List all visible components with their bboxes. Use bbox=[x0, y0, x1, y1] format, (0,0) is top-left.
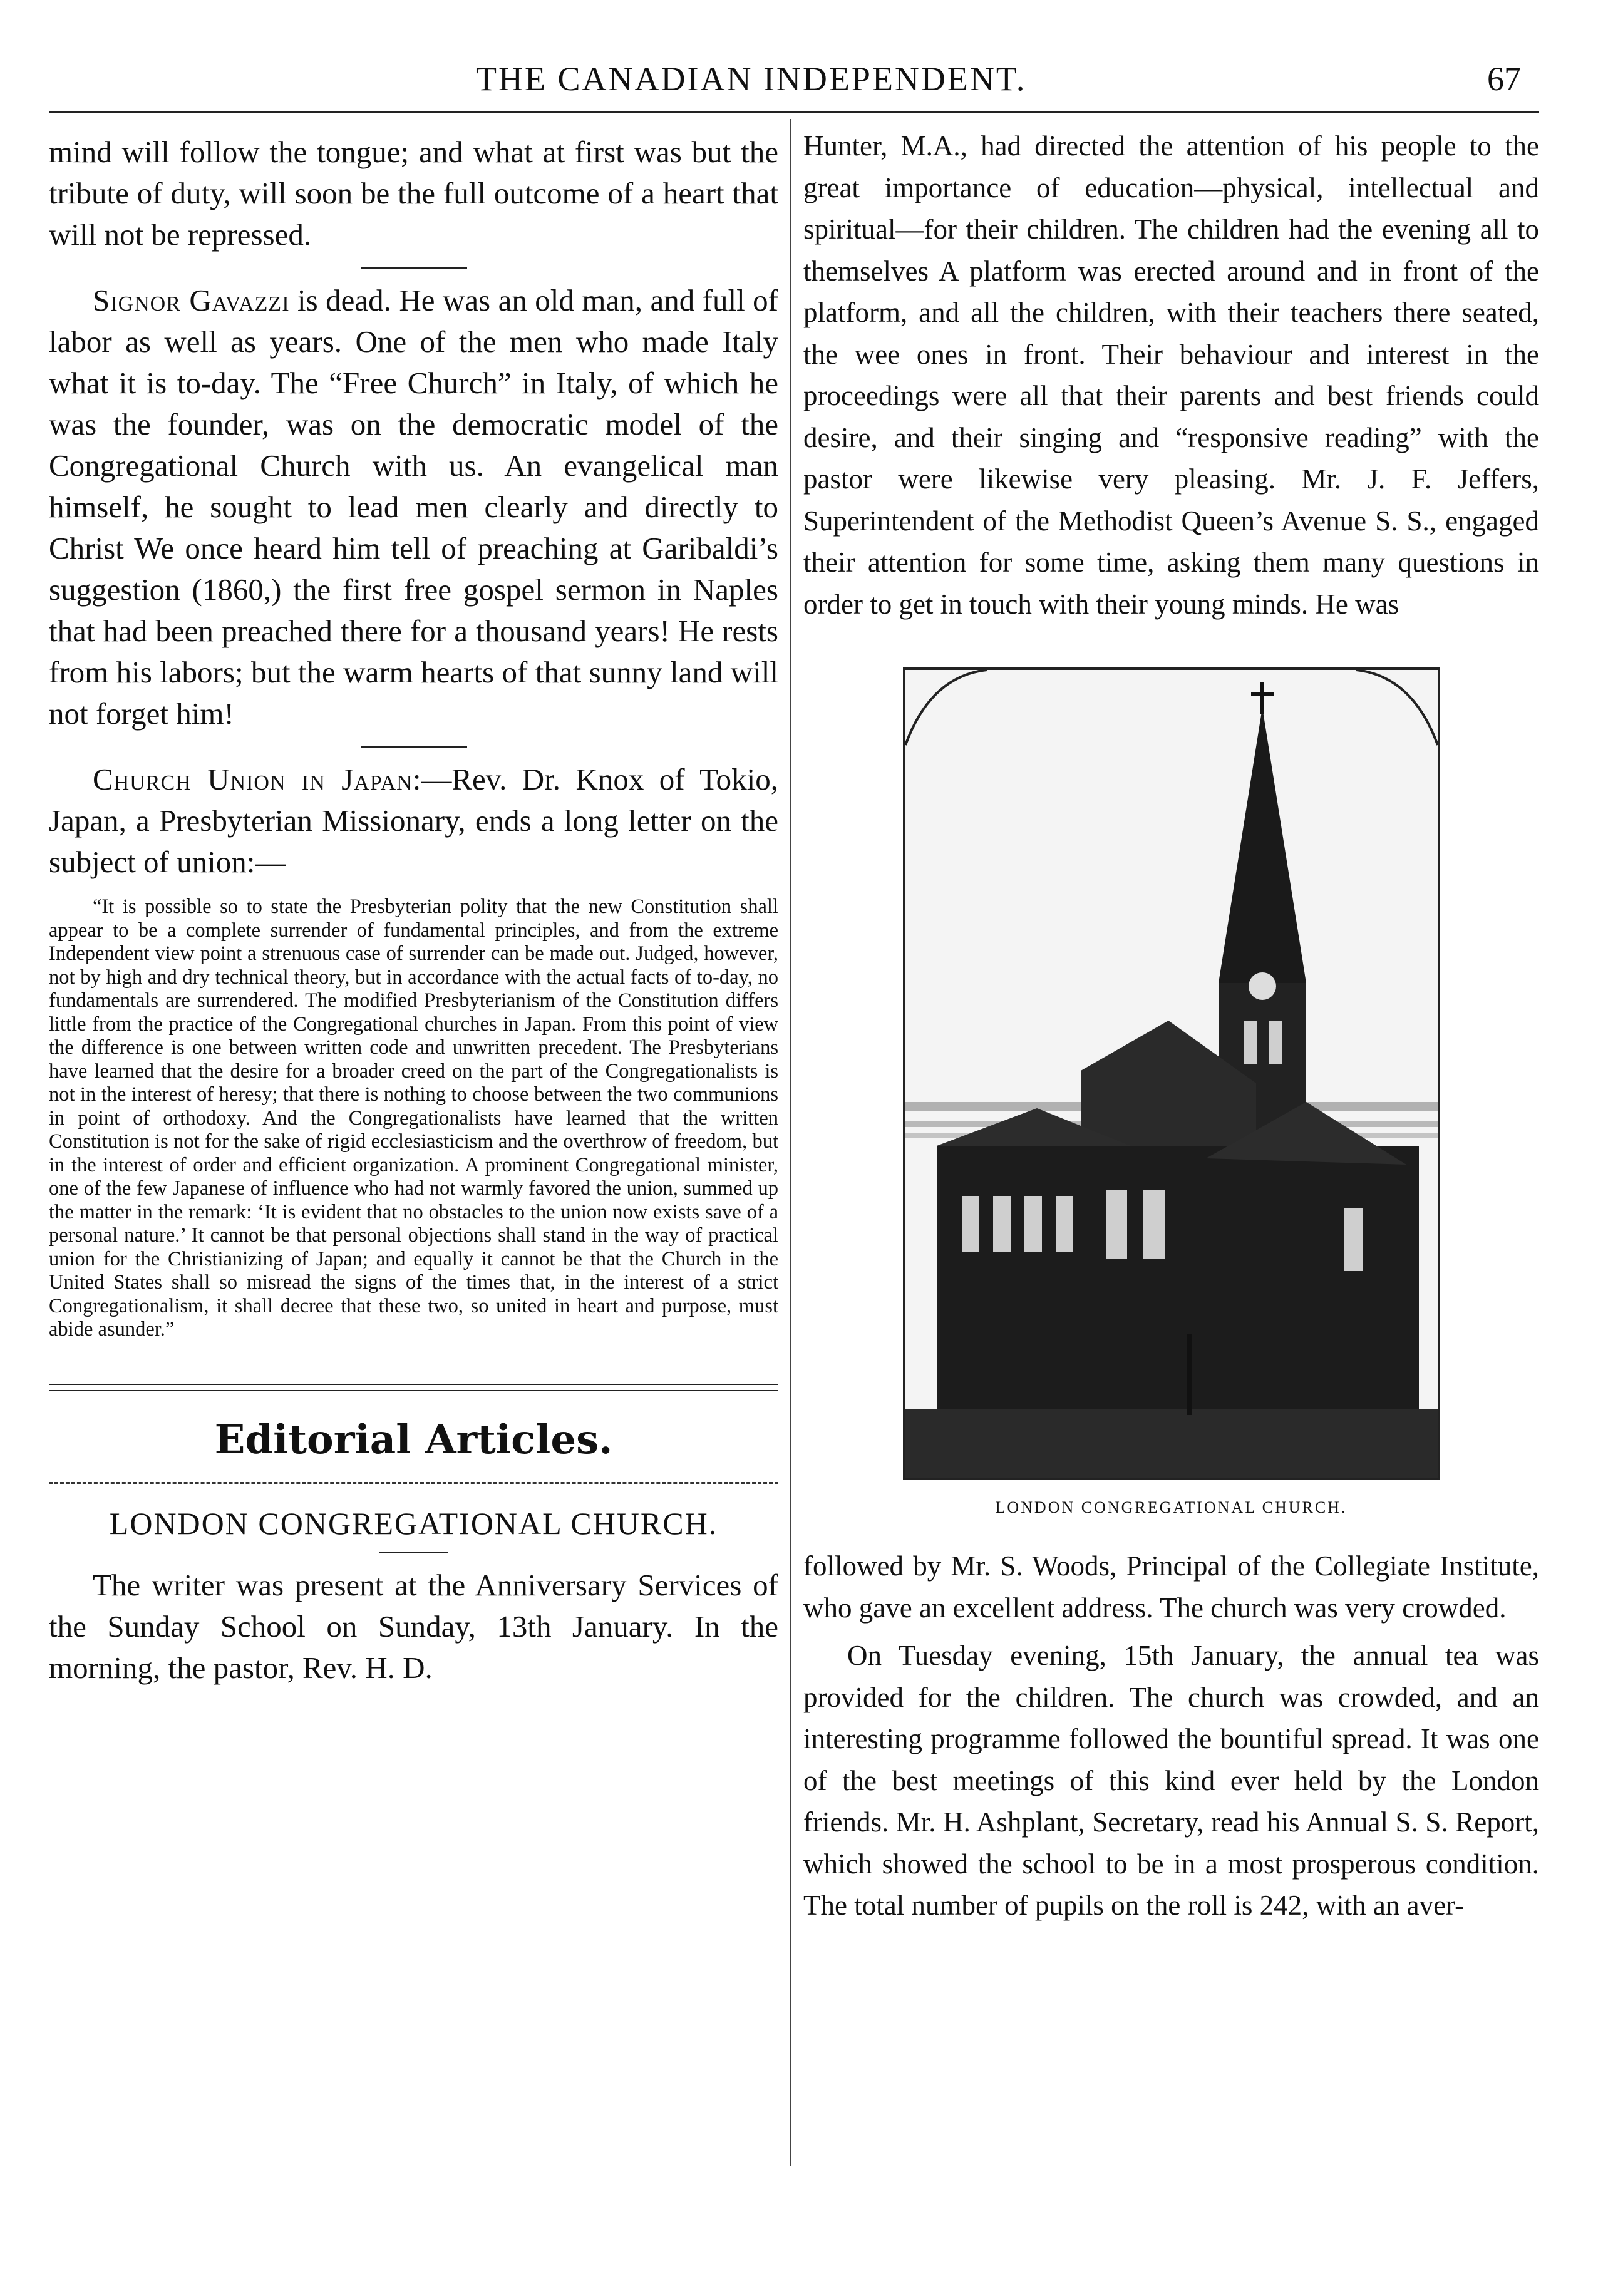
gavazzi-text: is dead. He was an old man, and full of labor as well as years. One of the men who made Italy what it is to-day. The “Free Church” in Italy, of which he was the founder, was on the democratic model of the Congregational Church with us. An evangelical man himself, he sought to lead men clearly and directly to Christ We once heard him tell of preaching at Garibaldi’s suggestion (1860,) the first free gospel sermon in Naples that had been preached there for a thousand years! He rests from his labors; but the warm hearts of that sunny land will not forget him! bbox=[49, 283, 778, 731]
short-divider bbox=[361, 267, 467, 269]
after-figure-paragraph: followed by Mr. S. Woods, Principal of the Collegiate Institute, who gave an excellent address. The church was very crowded. bbox=[803, 1550, 1539, 1624]
running-title: THE CANADIAN INDEPENDENT. bbox=[476, 60, 1027, 98]
church-union-text: :—Rev. Dr. Knox of Tokio, Japan, a Presbyterian Missionary, ends a long letter on the subject of union:— bbox=[49, 762, 779, 879]
church-figure bbox=[803, 667, 1539, 1517]
continuation-paragraph: Hunter, M.A., had directed the attention of his people to the great importance of education—physical, intellectual and spiritual—for their children. The children had the evening all to themselves A platform was erected around and in front of the platform, and all the children, with their teachers there seated, the wee ones in front. Their behaviour and interest in the proceedings were all that their parents and best friends could desire, and their singing and “responsive reading” with the pastor were likewise very pleasing. Mr. J. F. Jeffers, Superintendent of the Methodist Queen’s Avenue S. S., engaged their attention for some time, asking them many questions in order to get in touch with their young minds. He was bbox=[803, 130, 1539, 620]
column-divider bbox=[790, 119, 791, 2166]
church-union-paragraph bbox=[49, 759, 778, 883]
gavazzi-paragraph bbox=[49, 280, 778, 734]
editorial-heading: Editorial Articles. bbox=[214, 1416, 613, 1463]
double-rule bbox=[49, 1384, 778, 1391]
header-rule bbox=[49, 111, 1539, 113]
block-quote: “It is possible so to state the Presbyterian polity that the new Constitution shall appear to be a complete surrender of fundamental principles, and from the extreme Independent view point a strenuous case of surrender can be made out. Judged, however, not by high and dry technical theory, but in accordance with the actual facts of to-day, no fundamentals are surrendered. The modified Presbyterianism of the Constitution differs little from the practice of the Congregational churches in Japan. From this point of view the difference is one between written code and unwritten precedent. The Presbyterians have learned that the desire for a broader creed on the part of the Congregationalists is not in the interest of heresy; that there is nothing to choose between the two communions in point of orthodoxy. And the Congregationalists have learned that the written Constitution is not for the sake of rigid ecclesiasticism and the overthrow of freedom, but in the interest of order and efficient organization. A prominent Congregational minister, one of the few Japanese of influence who had not warmly favored the union, summed up the matter in the remark: ‘It is evident that no obstacles to the union now exists save of a personal nature.’ It cannot be that personal objections shall stand in the way of practical union for the Christianizing of Japan; and equally it cannot be that the Church in the United States shall so misread the signs of the times that, in the interest of a strict Congregationalism, it shall decree that these two, so united in heart and purpose, must abide asunder.” bbox=[49, 895, 778, 1341]
short-divider bbox=[379, 1552, 448, 1553]
tuesday-paragraph: On Tuesday evening, 15th January, the annual tea was provided for the children. The church was crowded, and an interesting programme followed the bountiful spread. It was one of the best meetings of this kind ever held by the London friends. Mr. H. Ashplant, Secretary, read his Annual S. S. Report, which showed the school to be in a most prosperous condition. The total number of pupils on the roll is 242, with an aver- bbox=[803, 1640, 1539, 1921]
section-title: LONDON CONGREGATIONAL CHURCH. bbox=[109, 1505, 718, 1541]
short-divider bbox=[361, 746, 467, 748]
left-column bbox=[49, 131, 778, 1689]
figure-caption: LONDON CONGREGATIONAL CHURCH. bbox=[995, 1498, 1348, 1516]
intro-paragraph: mind will follow the tongue; and what at first was but the tribute of duty, will soon be the full outcome of a heart that will not be repressed. bbox=[49, 135, 778, 252]
gavazzi-lead: Signor Gavazzi bbox=[93, 283, 290, 317]
dashed-rule bbox=[49, 1482, 778, 1484]
church-engraving-icon bbox=[903, 667, 1440, 1480]
article-start: The writer was present at the Anniversary Services of the Sunday School on Sunday, 13th January. In the morning, the pastor, Rev. H. D. bbox=[49, 1567, 778, 1685]
church-union-lead: Church Union in Japan bbox=[93, 762, 413, 796]
right-column bbox=[803, 125, 1539, 1927]
page-number: 67 bbox=[1487, 60, 1521, 98]
